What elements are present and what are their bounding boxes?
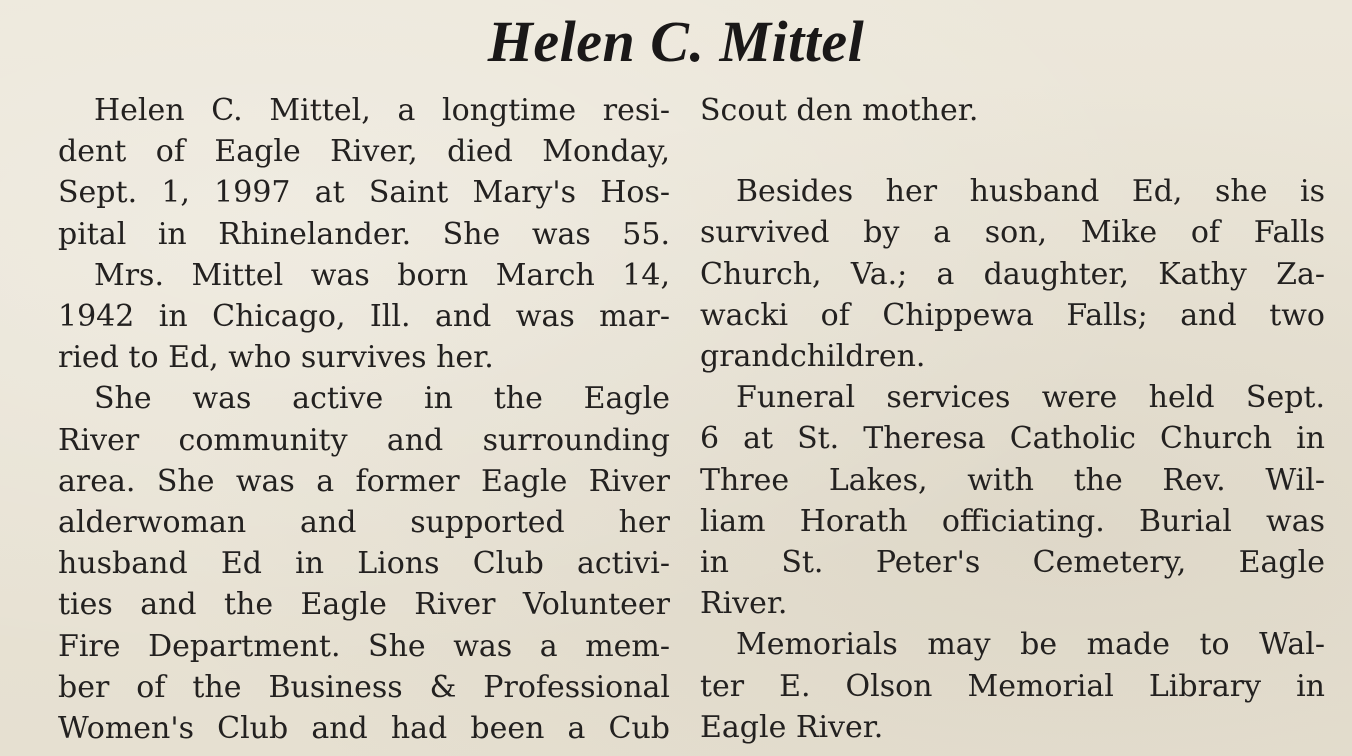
right-column-continuation bbox=[700, 90, 1325, 131]
text-line: Sept. 1, 1997 at Saint Mary's Hos- bbox=[58, 175, 670, 211]
text-line: Funeral services were held Sept. bbox=[736, 380, 1325, 416]
text-line: pital in Rhinelander. She was 55. bbox=[58, 216, 670, 252]
text-line: Eagle River. bbox=[700, 709, 884, 745]
text-line: liam Horath officiating. Burial was bbox=[700, 503, 1325, 539]
text-line: survived by a son, Mike of Falls bbox=[700, 215, 1325, 251]
text-line: Memorials may be made to Wal- bbox=[736, 627, 1325, 663]
text-line: Scout den mother. bbox=[700, 93, 979, 128]
text-line: husband Ed in Lions Club activi- bbox=[58, 546, 670, 582]
text-line: wacki of Chippewa Falls; and two bbox=[700, 297, 1325, 333]
text-line: ber of the Business & Professional bbox=[58, 669, 670, 705]
text-line: in St. Peter's Cemetery, Eagle bbox=[700, 545, 1325, 581]
text-line: alderwoman and supported her bbox=[58, 505, 670, 541]
left-column bbox=[58, 90, 670, 749]
text-line: Women's Club and had been a Cub bbox=[58, 711, 670, 747]
text-line: grandchildren. bbox=[700, 339, 926, 375]
text-line: 1942 in Chicago, Ill. and was mar- bbox=[58, 299, 670, 335]
text-line: Mrs. Mittel was born March 14, bbox=[94, 257, 670, 293]
text-line: ter E. Olson Memorial Library in bbox=[700, 668, 1325, 704]
left-column-lines bbox=[58, 90, 670, 749]
text-line: 6 at St. Theresa Catholic Church in bbox=[700, 421, 1325, 457]
right-column bbox=[700, 90, 1325, 748]
text-line: ties and the Eagle River Volunteer bbox=[58, 587, 670, 623]
text-line: Church, Va.; a daughter, Kathy Za- bbox=[700, 256, 1325, 292]
text-line: She was active in the Eagle bbox=[94, 381, 670, 417]
text-line: River community and surrounding bbox=[58, 422, 670, 458]
text-line: dent of Eagle River, died Monday, bbox=[58, 134, 670, 170]
text-line: Three Lakes, with the Rev. Wil- bbox=[700, 462, 1325, 498]
text-line: ried to Ed, who survives her. bbox=[58, 340, 494, 376]
text-line: Besides her husband Ed, she is bbox=[736, 174, 1325, 210]
right-column-lines bbox=[700, 171, 1325, 748]
text-line: area. She was a former Eagle River bbox=[58, 463, 670, 499]
text-line: River. bbox=[700, 586, 788, 622]
obituary-headline: Helen C. Mittel bbox=[487, 9, 865, 74]
text-line: Fire Department. She was a mem- bbox=[58, 628, 670, 664]
text-line: Helen C. Mittel, a longtime resi- bbox=[94, 93, 670, 128]
paragraph-gap bbox=[700, 131, 1325, 171]
